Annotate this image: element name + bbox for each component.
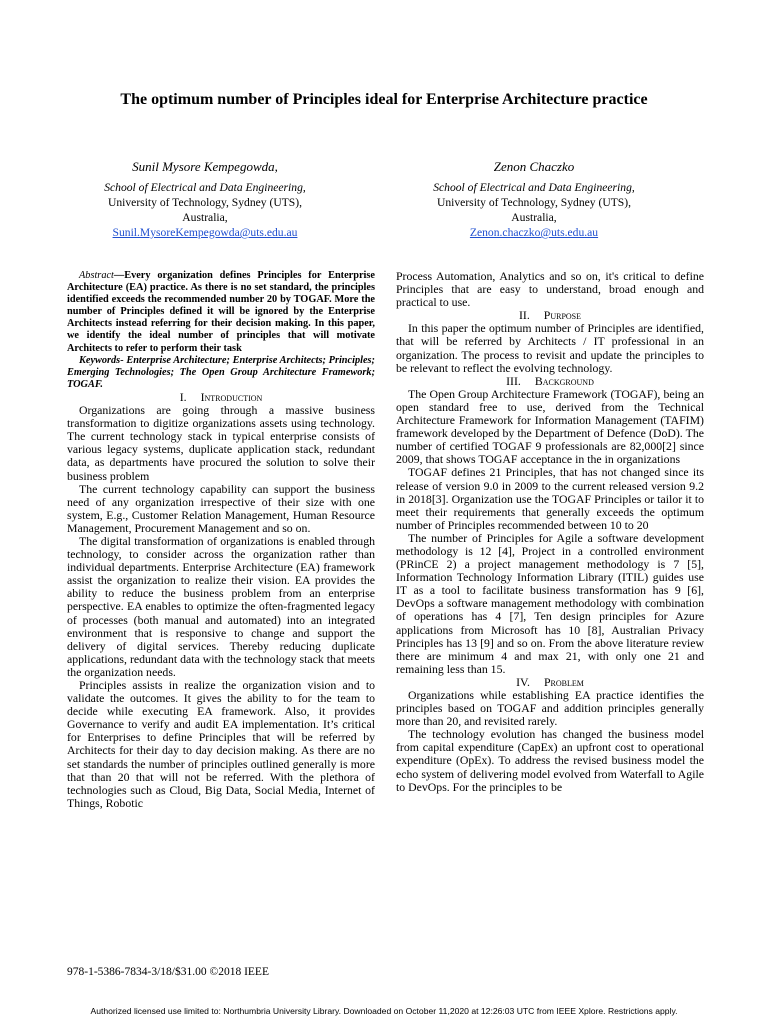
section-title: Purpose xyxy=(543,308,582,323)
author-email-link[interactable]: Sunil.MysoreKempegowda@uts.edu.au xyxy=(112,226,298,239)
paragraph: The technology evolution has changed the business model from capital expenditure (CapEx) an upfront cost to operational expenditure (OpEx). To address the revised business model the echo system of delivering model evolved from Waterfall to Agile to DevOps. For the principles to be xyxy=(396,727,704,794)
author-name: Sunil Mysore Kempegowda, xyxy=(132,159,278,174)
author-university: University of Technology, Sydney (UTS), xyxy=(436,196,631,209)
author-block-2 xyxy=(384,159,684,240)
section-title: Problem xyxy=(543,674,584,689)
section-number: I. xyxy=(179,389,187,404)
paragraph: Organizations while establishing EA practice identifies the principles based on TOGAF and addition principles generally more than 20, and revisited rarely. xyxy=(396,688,704,729)
paragraph: The current technology capability can support the business need of any organization irrespective of their size with one system, E.g., Customer Relation Management, Human Resource Management, Procurement Management and so on. xyxy=(67,481,375,535)
section-number: III. xyxy=(506,373,521,388)
paragraph: TOGAF defines 21 Principles, that has not changed since its release of version 9.0 in 2009 to the current released version 9.2 in 2018[3]. Organization use the TOGAF Principles or tailor it to meet their requirements that generally exceeds the optimum number of Principles recommended between 10 to 20 xyxy=(396,465,704,532)
abstract xyxy=(67,270,375,355)
license-notice: Authorized licensed use limited to: Northumbria University Library. Downloaded on October 11,2020 at 12:26:03 UTC from IEEE Xplore. Restrictions apply. xyxy=(90,1006,678,1016)
right-column xyxy=(396,270,704,794)
author-affiliation: School of Electrical and Data Engineering, xyxy=(433,181,635,194)
keywords: Keywords- Enterprise Architecture; Enterprise Architects; Principles; Emerging Technologies; The Open Group Architecture Framework; TOGAF. xyxy=(67,354,375,390)
paragraph: The digital transformation of organizations is enabled through technology, to consider across the organization rather than individual departments. Enterprise Architecture (EA) framework assist the organization to realize their vision. EA provides the ability to reduce the business problem from an enterprise perspective. EA enables to optimize the often-fragmented legacy of processes (both manual and automated) into an integrated environment that is responsive to change and support the delivery of digital services. Thereby reducing duplicate applications, redundant data with the technology stack that meets the organization needs. xyxy=(67,533,375,679)
author-country: Australia, xyxy=(511,211,557,224)
section-heading-background xyxy=(396,375,704,388)
author-name: Zenon Chaczko xyxy=(493,159,575,174)
paragraph: The number of Principles for Agile a software development methodology is 12 [4], Project in a controlled environment (PRinCE 2) a project management methodology is 7 [5], Information Technology Information Library (ITIL) guides use IT as a tool to facilitate business transformation has 9 [6], DevOps a software management methodology with combination of operations has 4 [7], Ten design principles for Azure applications from Microsoft has 10 [8], Australian Privacy Principles has 13 [9] and so on. From the above literature review there are minimum 4 and max 21, with only one 21 and remaining less than 15. xyxy=(396,530,704,676)
paragraph-continued: Process Automation, Analytics and so on, it's critical to define Principles that are easy to understand, broad enough and practical to use. xyxy=(396,269,704,310)
copyright-notice: 978-1-5386-7834-3/18/$31.00 ©2018 IEEE xyxy=(67,966,269,978)
author-affiliation: School of Electrical and Data Engineering, xyxy=(104,181,306,194)
section-title: Introduction xyxy=(200,389,263,404)
author-country: Australia, xyxy=(182,211,228,224)
paragraph: The Open Group Architecture Framework (TOGAF), being an open standard free to use, derived from the Technical Architecture Framework for Information Management (TAFIM) framework developed by the Department of Defence (DoD). The number of certified TOGAF 9 professionals are 82,000[2] since 2009, that shows TOGAF acceptance in the in organizations xyxy=(396,386,704,467)
section-title: Background xyxy=(534,373,594,388)
section-number: II. xyxy=(518,308,530,323)
paper-title: The optimum number of Principles ideal for Enterprise Architecture practice xyxy=(120,91,648,108)
section-number: IV. xyxy=(516,674,530,689)
paragraph: In this paper the optimum number of Principles are identified, that will be referred by Architects / IT professional in an organization. The process to revisit and update the principles to be relevant to reflect the evolving technology. xyxy=(396,321,704,375)
abstract-text: —Every organization defines Principles for Enterprise Architecture (EA) practice. As there is no set standard, the principles identified exceeds the recommended number 20 by TOGAF. More the number of Principles defined it will be ignored by the Enterprise Architects instead referring for their decision making. In this paper, we identify the ideal number of principles that will motivate Architects to refer to perform their task xyxy=(67,270,375,354)
paragraph: Principles assists in realize the organization vision and to validate the outcomes. It gives the ability to for the team to decide while executing EA framework. Also, it provides Governance to verify and audit EA implementation. It’s critical for Enterprises to define Principles that will be referred by Architects for their day to day decision making. As there are no set standards the number of principles outlined generally is more that than 20 that will not be referred. With the plethora of technologies such as Cloud, Big Data, Social Media, Internet of Things, Robotic xyxy=(67,678,375,810)
abstract-label: Abstract xyxy=(79,270,114,281)
left-column xyxy=(67,270,375,810)
author-block-1 xyxy=(55,159,355,240)
paragraph: Organizations are going through a massive business transformation to digitize organizations assets using technology. The current technology stack in typical enterprise consists of various legacy systems, duplicate application stack, redundant data, as departments have procured the solution to solve their business problem xyxy=(67,403,375,483)
author-university: University of Technology, Sydney (UTS), xyxy=(107,196,302,209)
author-email-link[interactable]: Zenon.chaczko@uts.edu.au xyxy=(469,226,599,239)
